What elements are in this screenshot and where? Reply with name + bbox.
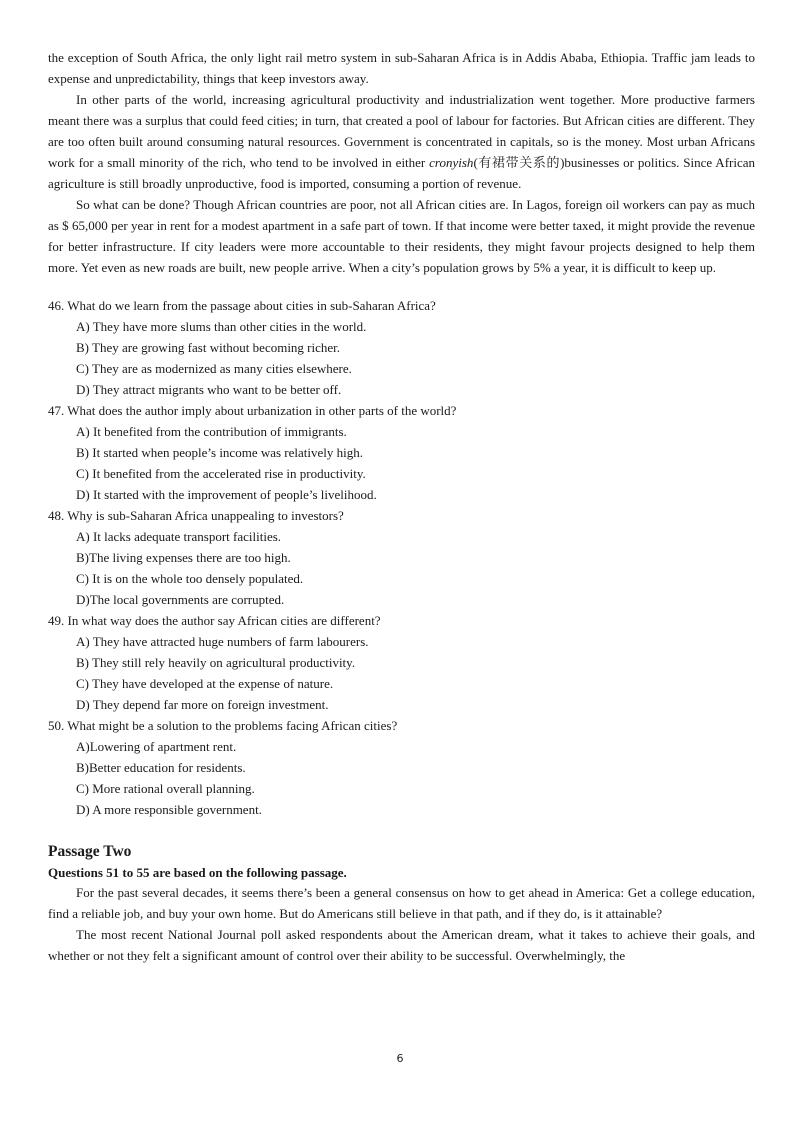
- option-b: B) They are growing fast without becoming richer.: [76, 340, 341, 355]
- passage-two-paragraph-2: The most recent National Journal poll asked respondents about the American dream, what it takes to achieve their goals, and whether or not they felt a significant amount of control over their ability to be successful. Overwhelmingly, the: [48, 927, 755, 963]
- question-stem: 46. What do we learn from the passage about cities in sub-Saharan Africa?: [48, 298, 436, 313]
- question-stem: 48. Why is sub-Saharan Africa unappealing to investors?: [48, 508, 344, 523]
- passage-paragraph-2: [48, 89, 755, 194]
- question-49: [48, 610, 755, 715]
- option-c: C) It is on the whole too densely populated.: [76, 571, 304, 586]
- question-46: [48, 295, 755, 400]
- question-stem: 49. In what way does the author say African cities are different?: [48, 613, 381, 628]
- paragraph-text: (有裙带关系的)businesses or politics. Since African agriculture is still broadly unproductive, food is imported, consuming a portion of revenue.: [48, 155, 756, 191]
- question-stem: 50. What might be a solution to the problems facing African cities?: [48, 718, 398, 733]
- option-a: A) They have attracted huge numbers of farm labourers.: [76, 634, 369, 649]
- passage-two-paragraph-1: For the past several decades, it seems there’s been a general consensus on how to get ahead in America: Get a college education, find a reliable job, and buy your own home. But do Americans still believe in that path, and if they do, is it attainable?: [48, 885, 755, 921]
- option-b: B)The living expenses there are too high.: [76, 550, 291, 565]
- question-47: [48, 400, 755, 505]
- option-c: C) More rational overall planning.: [76, 781, 255, 796]
- paragraph-text: In other parts of the world, increasing agricultural productivity and industrialization went together. More productive farmers meant there was a surplus that could feed cities; in turn, that created a pool of labour for factories. But African cities are different. They are too often built around consuming natural resources. Government is concentrated in capitals, so is the money. Most urban Africans work for a small minority of the rich, who tend to be involved in either: [48, 92, 755, 170]
- question-50: [48, 715, 755, 820]
- option-b: B)Better education for residents.: [76, 760, 246, 775]
- option-d: D) A more responsible government.: [76, 802, 262, 817]
- option-d: D) It started with the improvement of people’s livelihood.: [76, 487, 377, 502]
- passage-paragraph-1: [48, 47, 755, 89]
- option-b: B) They still rely heavily on agricultural productivity.: [76, 655, 356, 670]
- option-d: D) They attract migrants who want to be better off.: [76, 382, 342, 397]
- question-48: [48, 505, 755, 610]
- page-number: 6: [396, 1052, 404, 1065]
- option-d: D)The local governments are corrupted.: [76, 592, 285, 607]
- option-c: C) They have developed at the expense of nature.: [76, 676, 334, 691]
- option-c: C) They are as modernized as many cities elsewhere.: [76, 361, 352, 376]
- italic-term: cronyish: [429, 155, 474, 170]
- paragraph-text: the exception of South Africa, the only light rail metro system in sub-Saharan Africa is in Addis Ababa, Ethiopia. Traffic jam leads to expense and unpredictability, things that keep investors away.: [48, 50, 755, 86]
- paragraph-text: So what can be done? Though African countries are poor, not all African cities are. In Lagos, foreign oil workers can pay as much as $ 65,000 per year in rent for a modest apartment in a safe part of town. If that income were better taxed, it might provide the revenue for better infrastructure. If city leaders were more accountable to their residents, they might favour projects designed to help them more. Yet even as new roads are built, new people arrive. When a city’s population grows by 5% a year, it is difficult to keep up.: [48, 197, 755, 275]
- option-a: A) It benefited from the contribution of immigrants.: [76, 424, 347, 439]
- option-a: A) They have more slums than other cities in the world.: [76, 319, 367, 334]
- passage-paragraph-3: [48, 194, 755, 278]
- page-content: [48, 47, 755, 966]
- option-d: D) They depend far more on foreign investment.: [76, 697, 329, 712]
- option-b: B) It started when people’s income was relatively high.: [76, 445, 364, 460]
- question-stem: 47. What does the author imply about urbanization in other parts of the world?: [48, 403, 457, 418]
- passage-two-title: Passage Two: [48, 843, 132, 860]
- passage-two-intro: Questions 51 to 55 are based on the following passage.: [48, 865, 347, 880]
- option-a: A) It lacks adequate transport facilities.: [76, 529, 282, 544]
- option-c: C) It benefited from the accelerated rise in productivity.: [76, 466, 366, 481]
- option-a: A)Lowering of apartment rent.: [76, 739, 237, 754]
